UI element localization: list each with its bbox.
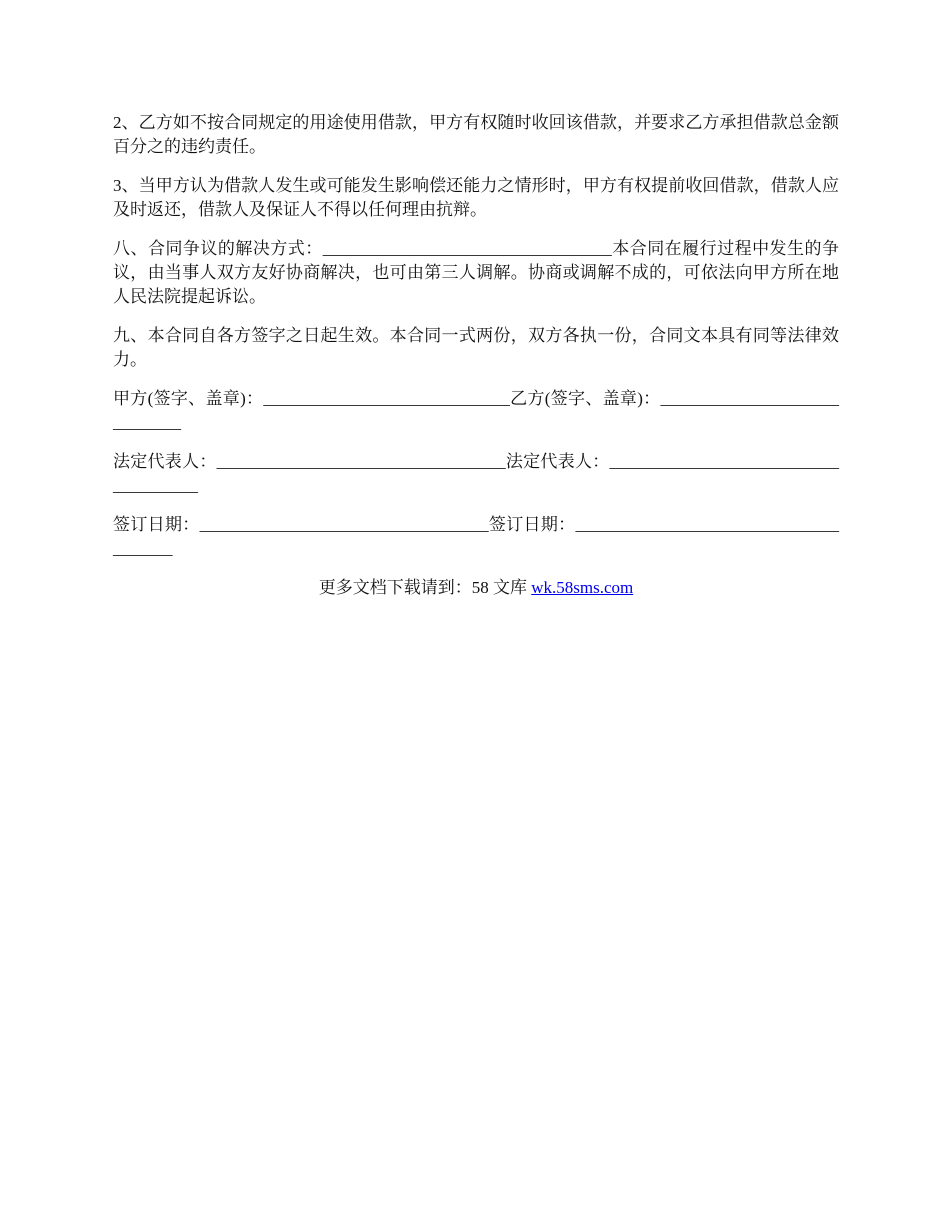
footer-text: 更多文档下载请到：58 文库 xyxy=(318,578,532,597)
clause-dispute-resolution-paragraph: 八、合同争议的解决方式：__________________________________本合同在履行过程中发生的争议，由当事人双方友好协商解决，也可由第三人调解。协商或调解不成的，可依法向甲方所在地人民法院提起诉讼。 xyxy=(113,239,839,306)
legal-representative-lines: 法定代表人：__________________________________法定代表人：_____________________________________ xyxy=(113,452,839,495)
party-signature-lines: 甲方(签字、盖章)：_____________________________乙方(签字、盖章)：_____________________________ xyxy=(113,389,839,432)
footer-link[interactable]: wk.58sms.com xyxy=(531,578,634,597)
clause-effectiveness-paragraph: 九、本合同自各方签字之日起生效。本合同一式两份，双方各执一份，合同文本具有同等法律效力。 xyxy=(113,326,839,369)
clause-3-paragraph: 3、当甲方认为借款人发生或可能发生影响偿还能力之情形时，甲方有权提前收回借款，借款人应及时返还，借款人及保证人不得以任何理由抗辩。 xyxy=(113,176,839,219)
clause-2-paragraph: 2、乙方如不按合同规定的用途使用借款，甲方有权随时收回该借款，并要求乙方承担借款总金额百分之的违约责任。 xyxy=(113,113,839,156)
signing-date-lines: 签订日期：__________________________________签订日期：______________________________________ xyxy=(113,515,839,558)
footer-download-note xyxy=(113,576,839,600)
document-page xyxy=(113,111,839,600)
